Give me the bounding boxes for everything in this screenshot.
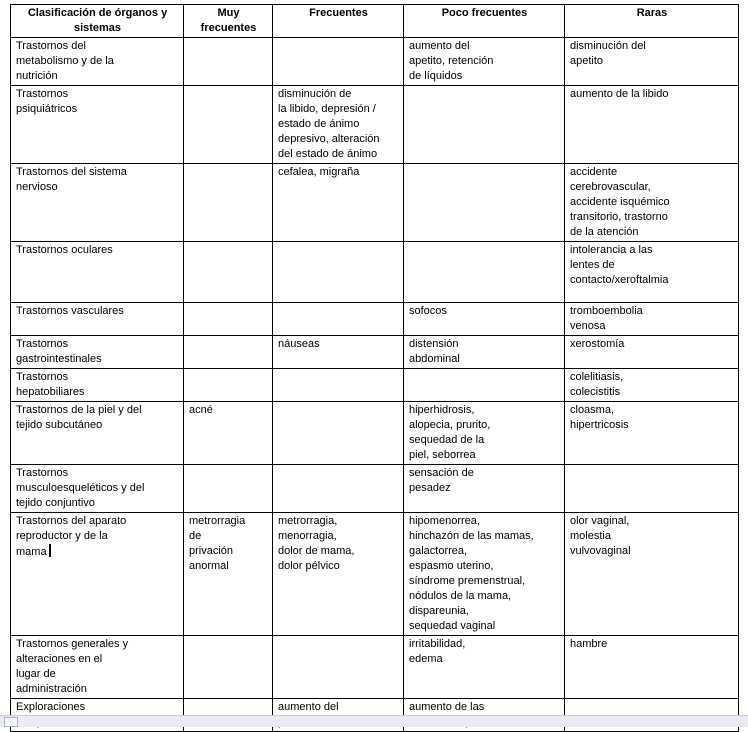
table-cell[interactable]: Trastornos generales y alteraciones en el lugar de administración bbox=[11, 636, 184, 699]
table-cell[interactable] bbox=[184, 369, 273, 402]
table-cell[interactable]: Trastornos del sistema nervioso bbox=[11, 164, 184, 242]
table-cell[interactable]: accidente cerebrovascular, accidente isquémico transitorio, trastorno de la atención bbox=[565, 164, 739, 242]
table-cell[interactable]: intolerancia a las lentes de contacto/xeroftalmia bbox=[565, 242, 739, 303]
table-header bbox=[11, 5, 739, 38]
table-cell[interactable]: Exploraciones bbox=[11, 699, 184, 732]
table-cell[interactable] bbox=[184, 303, 273, 336]
table-row bbox=[11, 164, 739, 242]
table-cell[interactable] bbox=[404, 164, 565, 242]
table-cell[interactable]: acné bbox=[184, 402, 273, 465]
table-body bbox=[11, 38, 739, 732]
table-row bbox=[11, 86, 739, 164]
table-cell[interactable]: Trastornos hepatobiliares bbox=[11, 369, 184, 402]
header-uncommon[interactable]: Poco frecuentes bbox=[404, 5, 565, 38]
header-organ-class[interactable]: Clasificación de órganos y sistemas bbox=[11, 5, 184, 38]
table-cell[interactable]: hambre bbox=[565, 636, 739, 699]
table-cell[interactable]: disminución del apetito bbox=[565, 38, 739, 86]
table-cell[interactable]: metrorragia, menorragia, dolor de mama, dolor pélvico bbox=[273, 513, 404, 636]
table-cell[interactable] bbox=[273, 636, 404, 699]
table-cell[interactable]: Trastornos psiquiátricos bbox=[11, 86, 184, 164]
table-cell[interactable] bbox=[184, 465, 273, 513]
table-cell[interactable]: hipomenorrea, hinchazón de las mamas, galactorrea, espasmo uterino, síndrome premenstrual, nódulos de la mama, dispareunia, sequedad vaginal bbox=[404, 513, 565, 636]
table-row bbox=[11, 303, 739, 336]
table-cell[interactable] bbox=[273, 38, 404, 86]
table-cell[interactable] bbox=[404, 86, 565, 164]
table-cell[interactable]: distensión abdominal bbox=[404, 336, 565, 369]
table-cell[interactable]: cefalea, migraña bbox=[273, 164, 404, 242]
table-cell[interactable] bbox=[273, 242, 404, 303]
table-row bbox=[11, 402, 739, 465]
table-cell[interactable]: náuseas bbox=[273, 336, 404, 369]
header-frequent[interactable]: Frecuentes bbox=[273, 5, 404, 38]
table-cell[interactable]: aumento del apetito, retención de líquidos bbox=[404, 38, 565, 86]
table-cell[interactable]: cloasma, hipertricosis bbox=[565, 402, 739, 465]
table-cell[interactable]: sofocos bbox=[404, 303, 565, 336]
table-cell[interactable]: tromboembolia venosa bbox=[565, 303, 739, 336]
table-cell[interactable] bbox=[184, 242, 273, 303]
table-cell[interactable]: aumento del bbox=[273, 699, 404, 732]
table-cell[interactable]: aumento de las bbox=[404, 699, 565, 732]
table-row bbox=[11, 369, 739, 402]
scrollbar-thumb[interactable] bbox=[4, 717, 18, 727]
table-cell[interactable]: xerostomía bbox=[565, 336, 739, 369]
table-cell[interactable] bbox=[184, 336, 273, 369]
header-row bbox=[11, 5, 739, 38]
table-cell[interactable] bbox=[273, 303, 404, 336]
table-cell[interactable]: sensación de pesadez bbox=[404, 465, 565, 513]
table-cell[interactable] bbox=[404, 369, 565, 402]
table-cell[interactable] bbox=[404, 242, 565, 303]
table-cell[interactable] bbox=[184, 164, 273, 242]
table-cell[interactable]: Trastornos del metabolismo y de la nutrición bbox=[11, 38, 184, 86]
table-cell[interactable]: Trastornos vasculares bbox=[11, 303, 184, 336]
table-cell[interactable]: disminución de la libido, depresión / estado de ánimo depresivo, alteración del estado de ánimo bbox=[273, 86, 404, 164]
table-cell[interactable] bbox=[184, 38, 273, 86]
adverse-reactions-table bbox=[10, 4, 739, 732]
horizontal-scrollbar[interactable] bbox=[0, 715, 748, 727]
header-very-frequent[interactable]: Muy frecuentes bbox=[184, 5, 273, 38]
text-cursor bbox=[49, 544, 51, 557]
table-cell[interactable]: metrorragia de privación anormal bbox=[184, 513, 273, 636]
header-rare[interactable]: Raras bbox=[565, 5, 739, 38]
cell-text: Trastornos del aparato reproductor y de la mama bbox=[16, 515, 127, 558]
table-cell[interactable]: Trastornos gastrointestinales bbox=[11, 336, 184, 369]
table-cell[interactable]: colelitiasis, colecistitis bbox=[565, 369, 739, 402]
table-cell[interactable] bbox=[273, 402, 404, 465]
table-cell[interactable] bbox=[273, 465, 404, 513]
table-cell[interactable]: Trastornos oculares bbox=[11, 242, 184, 303]
table-row bbox=[11, 513, 739, 636]
table-row bbox=[11, 38, 739, 86]
table-row bbox=[11, 336, 739, 369]
table-cell[interactable]: aumento de la libido bbox=[565, 86, 739, 164]
table-cell[interactable] bbox=[11, 513, 184, 636]
table-cell[interactable] bbox=[184, 636, 273, 699]
table-cell[interactable] bbox=[565, 465, 739, 513]
table-cell[interactable]: olor vaginal, molestia vulvovaginal bbox=[565, 513, 739, 636]
table-cell[interactable]: Trastornos de la piel y del tejido subcutáneo bbox=[11, 402, 184, 465]
table-row bbox=[11, 636, 739, 699]
table-cell[interactable] bbox=[184, 86, 273, 164]
table-row bbox=[11, 465, 739, 513]
table-row bbox=[11, 242, 739, 303]
table-cell[interactable]: Trastornos musculoesqueléticos y del tejido conjuntivo bbox=[11, 465, 184, 513]
table-cell[interactable] bbox=[273, 369, 404, 402]
table-cell[interactable]: irritabilidad, edema bbox=[404, 636, 565, 699]
table-cell[interactable]: hiperhidrosis, alopecia, prurito, sequedad de la piel, seborrea bbox=[404, 402, 565, 465]
